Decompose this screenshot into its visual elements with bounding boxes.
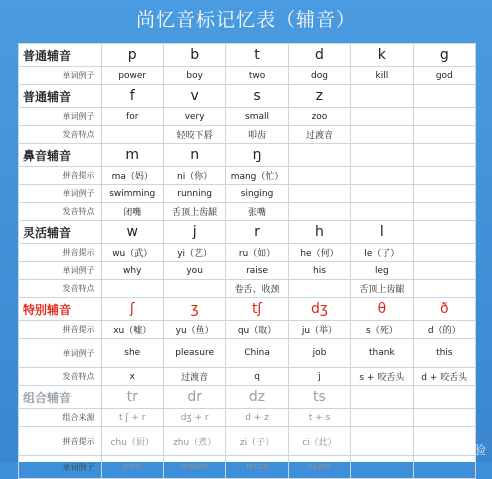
- row-label: 发音特点: [19, 126, 102, 144]
- row-label: 单词例子: [19, 108, 102, 126]
- example-cell: s + 咬舌头: [351, 368, 413, 386]
- example-cell: 过渡音: [163, 368, 225, 386]
- example-cell: China: [226, 339, 288, 368]
- phoneme-cell: g: [413, 44, 475, 67]
- phoneme-cell: h: [288, 221, 350, 244]
- row-label: 单词例子: [19, 262, 102, 280]
- example-cell: mang（忙）: [226, 167, 288, 185]
- row-label: 发音特点: [19, 280, 102, 298]
- phoneme-cell: p: [101, 44, 163, 67]
- example-cell: [288, 280, 350, 298]
- example-cell: dog: [288, 67, 350, 85]
- example-cell: power: [101, 67, 163, 85]
- phoneme-cell: [413, 85, 475, 108]
- example-cell: [413, 167, 475, 185]
- detail-row: [19, 368, 476, 386]
- watermark: Bai经验: [443, 443, 486, 457]
- phoneme-cell: v: [163, 85, 225, 108]
- example-cell: she: [101, 339, 163, 368]
- phoneme-cell: w: [101, 221, 163, 244]
- example-cell: 张嘴: [226, 203, 288, 221]
- example-cell: [351, 108, 413, 126]
- example-cell: for: [101, 108, 163, 126]
- category-row: [19, 386, 476, 409]
- example-cell: t ʃ + r: [101, 409, 163, 427]
- detail-row: [19, 409, 476, 427]
- example-cell: s（死）: [351, 321, 413, 339]
- example-cell: [351, 126, 413, 144]
- example-cell: thank: [351, 339, 413, 368]
- row-label: 单词例子: [19, 67, 102, 85]
- example-cell: [413, 108, 475, 126]
- example-cell: zi（子）: [226, 427, 288, 456]
- example-cell: [413, 409, 475, 427]
- example-cell: [288, 185, 350, 203]
- row-label: 拼音提示: [19, 321, 102, 339]
- phoneme-cell: ð: [413, 298, 475, 321]
- detail-row: [19, 67, 476, 85]
- example-cell: chu（厨）: [101, 427, 163, 456]
- phoneme-cell: n: [163, 144, 225, 167]
- example-cell: [413, 280, 475, 298]
- category-row: [19, 144, 476, 167]
- example-cell: tree: [101, 456, 163, 479]
- example-cell: [351, 203, 413, 221]
- example-cell: job: [288, 339, 350, 368]
- example-cell: zhu（煮）: [163, 427, 225, 456]
- row-label: 单词例子: [19, 339, 102, 368]
- phoneme-cell: b: [163, 44, 225, 67]
- example-cell: you: [163, 262, 225, 280]
- phoneme-cell: [288, 144, 350, 167]
- example-cell: very: [163, 108, 225, 126]
- example-cell: wu（武）: [101, 244, 163, 262]
- example-cell: 舌顶上齿龈: [351, 280, 413, 298]
- row-label: 拼音提示: [19, 427, 102, 456]
- detail-row: [19, 244, 476, 262]
- phoneme-cell: s: [226, 85, 288, 108]
- example-cell: [101, 280, 163, 298]
- example-cell: he（何）: [288, 244, 350, 262]
- example-cell: 过渡音: [288, 126, 350, 144]
- category-row: [19, 221, 476, 244]
- page-title: 尚忆音标记忆表（辅音）: [135, 9, 356, 31]
- example-cell: qu（取）: [226, 321, 288, 339]
- example-cell: 卷舌、收颈: [226, 280, 288, 298]
- example-cell: [413, 203, 475, 221]
- example-cell: [351, 409, 413, 427]
- category-label: 鼻音辅音: [19, 144, 102, 167]
- example-cell: xu（嘘）: [101, 321, 163, 339]
- example-cell: dʒ + r: [163, 409, 225, 427]
- example-cell: yu（鱼）: [163, 321, 225, 339]
- phoneme-cell: ts: [288, 386, 350, 409]
- example-cell: 叩齿: [226, 126, 288, 144]
- phoneme-cell: j: [163, 221, 225, 244]
- example-cell: d（的）: [413, 321, 475, 339]
- example-cell: ju（举）: [288, 321, 350, 339]
- row-label: 发音特点: [19, 203, 102, 221]
- example-cell: j: [288, 368, 350, 386]
- phoneme-cell: dz: [226, 386, 288, 409]
- example-cell: ma（妈）: [101, 167, 163, 185]
- example-cell: this: [413, 339, 475, 368]
- example-cell: [413, 126, 475, 144]
- phoneme-cell: k: [351, 44, 413, 67]
- row-label: 拼音提示: [19, 167, 102, 185]
- phoneme-cell: ʃ: [101, 298, 163, 321]
- example-cell: 舌顶上齿龈: [163, 203, 225, 221]
- phoneme-cell: d: [288, 44, 350, 67]
- example-cell: [288, 203, 350, 221]
- example-cell: his: [288, 262, 350, 280]
- phoneme-cell: t: [226, 44, 288, 67]
- phoneme-cell: f: [101, 85, 163, 108]
- phoneme-cell: [413, 221, 475, 244]
- row-label: 单词例子: [19, 456, 102, 479]
- detail-row: [19, 203, 476, 221]
- example-cell: ru（如）: [226, 244, 288, 262]
- example-cell: [351, 167, 413, 185]
- phoneme-cell: [413, 386, 475, 409]
- example-cell: q: [226, 368, 288, 386]
- detail-row: [19, 262, 476, 280]
- category-row: [19, 44, 476, 67]
- consonant-table: [18, 43, 476, 479]
- detail-row: [19, 167, 476, 185]
- example-cell: running: [163, 185, 225, 203]
- example-cell: [351, 185, 413, 203]
- row-label: 单词例子: [19, 185, 102, 203]
- example-cell: x: [101, 368, 163, 386]
- example-cell: [413, 262, 475, 280]
- example-cell: kill: [351, 67, 413, 85]
- phoneme-cell: tʃ: [226, 298, 288, 321]
- example-cell: d + z: [226, 409, 288, 427]
- row-label: 组合来源: [19, 409, 102, 427]
- example-cell: d + 咬舌头: [413, 368, 475, 386]
- row-label: 拼音提示: [19, 244, 102, 262]
- phoneme-cell: ʒ: [163, 298, 225, 321]
- detail-row: [19, 185, 476, 203]
- detail-row: [19, 456, 476, 479]
- category-row: [19, 298, 476, 321]
- category-row: [19, 85, 476, 108]
- example-cell: ni（你）: [163, 167, 225, 185]
- detail-row: [19, 108, 476, 126]
- example-cell: leg: [351, 262, 413, 280]
- example-cell: t + s: [288, 409, 350, 427]
- category-label: 普通辅音: [19, 85, 102, 108]
- example-cell: seats: [288, 456, 350, 479]
- example-cell: swimming: [101, 185, 163, 203]
- example-cell: small: [226, 108, 288, 126]
- example-cell: [163, 280, 225, 298]
- phoneme-cell: [351, 386, 413, 409]
- example-cell: birds: [226, 456, 288, 479]
- phoneme-cell: r: [226, 221, 288, 244]
- detail-row: [19, 321, 476, 339]
- example-cell: 轻咬下唇: [163, 126, 225, 144]
- example-cell: le（了）: [351, 244, 413, 262]
- detail-row: [19, 339, 476, 368]
- example-cell: [413, 456, 475, 479]
- detail-row: [19, 280, 476, 298]
- example-cell: singing: [226, 185, 288, 203]
- category-label: 特别辅音: [19, 298, 102, 321]
- example-cell: [351, 427, 413, 456]
- category-label: 组合辅音: [19, 386, 102, 409]
- example-cell: [413, 185, 475, 203]
- phoneme-cell: ŋ: [226, 144, 288, 167]
- example-cell: pleasure: [163, 339, 225, 368]
- example-cell: zoo: [288, 108, 350, 126]
- example-cell: yi（艺）: [163, 244, 225, 262]
- example-cell: [351, 456, 413, 479]
- phoneme-cell: [413, 144, 475, 167]
- phoneme-cell: dr: [163, 386, 225, 409]
- phonetic-table-container: [18, 43, 476, 472]
- phoneme-cell: m: [101, 144, 163, 167]
- example-cell: two: [226, 67, 288, 85]
- example-cell: [101, 126, 163, 144]
- row-label: 发音特点: [19, 368, 102, 386]
- example-cell: why: [101, 262, 163, 280]
- phoneme-cell: θ: [351, 298, 413, 321]
- phoneme-cell: tr: [101, 386, 163, 409]
- phoneme-cell: [351, 144, 413, 167]
- category-label: 普通辅音: [19, 44, 102, 67]
- detail-row: [19, 427, 476, 456]
- example-cell: [413, 244, 475, 262]
- example-cell: dream: [163, 456, 225, 479]
- example-cell: god: [413, 67, 475, 85]
- phoneme-cell: [351, 85, 413, 108]
- phoneme-cell: l: [351, 221, 413, 244]
- example-cell: 闭嘴: [101, 203, 163, 221]
- example-cell: [288, 167, 350, 185]
- example-cell: boy: [163, 67, 225, 85]
- detail-row: [19, 126, 476, 144]
- example-cell: ci（此）: [288, 427, 350, 456]
- table-body: [19, 44, 476, 479]
- phoneme-cell: z: [288, 85, 350, 108]
- phoneme-cell: dʒ: [288, 298, 350, 321]
- example-cell: raise: [226, 262, 288, 280]
- category-label: 灵活辅音: [19, 221, 102, 244]
